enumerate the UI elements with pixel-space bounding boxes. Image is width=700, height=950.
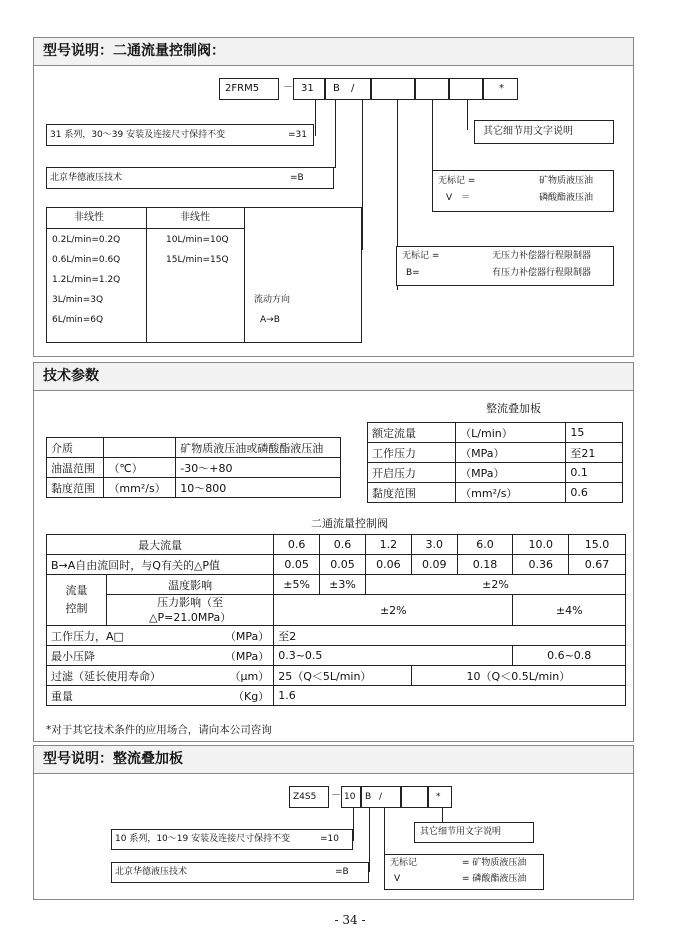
valve-params-table [46, 534, 626, 706]
table-row [368, 423, 623, 443]
temp-influence-label: 温度影响 [107, 575, 274, 595]
free-flow-value: 0.09 [411, 555, 457, 575]
series-31-desc: 31 系列，30～39 安装及连接尺寸保持不变 [50, 130, 226, 140]
brand-desc: 北京华德液压技术 [50, 173, 123, 183]
param-name: 工作压力 [368, 443, 456, 463]
media-phosphate-oil: = 磷酸酯液压油 [462, 874, 527, 884]
section-title-tech-params: 技术参数 [33, 362, 634, 391]
flow-option: 0.6L/min=0.6Q [52, 255, 121, 265]
media-mineral-oil: = 矿物质液压油 [462, 858, 527, 868]
code-dash: － [331, 790, 341, 801]
param-value: 10～800 [176, 478, 341, 498]
media-v-label: V ＝ [446, 193, 471, 203]
model-code-row [219, 78, 518, 100]
table-row [47, 595, 626, 626]
weight-label: 重量 [47, 686, 205, 706]
comp-without-compensator: 无压力补偿器行程限制器 [492, 251, 592, 261]
comp-nomark-label: 无标记 = [402, 251, 440, 261]
table-row [368, 463, 623, 483]
code-cell-base: 2FRM5 [225, 83, 260, 94]
flow-direction-value: A→B [260, 315, 280, 325]
comp-with-compensator: 有压力补偿器行程限制器 [492, 268, 592, 278]
param-name: 黏度范围 [47, 478, 104, 498]
param-unit: （MPa） [456, 443, 566, 463]
table-row [47, 535, 626, 555]
max-flow-value: 15.0 [569, 535, 626, 555]
rectifier-params-table [367, 422, 623, 503]
table-row [47, 666, 626, 686]
tech-note: *对于其它技术条件的应用场合，请向本公司咨询 [46, 724, 272, 736]
code-cell-star: * [436, 792, 441, 802]
media-nomark-label: 无标记 = [438, 176, 476, 186]
filter-value: 25（Q＜5L/min） [274, 666, 412, 686]
table-row [47, 478, 341, 498]
general-params-table [46, 437, 341, 498]
model-diagram-panel [33, 66, 634, 357]
code-cell-series: 31 [301, 83, 314, 94]
min-drop-value: 0.6~0.8 [513, 646, 626, 666]
pressure-influence-value: ±2% [274, 595, 513, 626]
code-cell-base: Z4S5 [293, 792, 317, 802]
param-value: 0.1 [566, 463, 623, 483]
filter-label: 过滤（延长使用寿命） [47, 666, 205, 686]
param-value: 0.6 [566, 483, 623, 503]
param-name: 开启压力 [368, 463, 456, 483]
table-row [368, 443, 623, 463]
table-row [47, 686, 626, 706]
max-flow-value: 1.2 [365, 535, 411, 555]
comp-b-label: B= [406, 268, 420, 278]
section-title-model-z4s5: 型号说明：整流叠加板 [33, 745, 634, 774]
brand-desc: 北京华德液压技术 [115, 867, 188, 877]
code-cell-series: 10 [344, 792, 356, 802]
media-v-label: V [394, 874, 401, 884]
table-row [368, 483, 623, 503]
param-value: 15 [566, 423, 623, 443]
code-cell-slash: / [379, 792, 383, 802]
flow-control-label: 流量 控制 [47, 575, 107, 626]
filter-unit: （μm） [205, 666, 274, 686]
param-unit: （mm²/s） [456, 483, 566, 503]
free-flow-value: 0.67 [569, 555, 626, 575]
param-name: 黏度范围 [368, 483, 456, 503]
work-pressure-value: 至2 [274, 626, 626, 646]
temp-influence-value: ±2% [365, 575, 625, 595]
max-flow-value: 10.0 [513, 535, 569, 555]
model-code-row [289, 786, 452, 808]
flow-option: 6L/min=6Q [52, 315, 104, 325]
free-flow-value: 0.36 [513, 555, 569, 575]
free-flow-label: B→A自由流回时，与Q有关的△P值 [47, 555, 274, 575]
other-details-text: 其它细节用文字说明 [483, 126, 573, 137]
max-flow-value: 0.6 [320, 535, 366, 555]
flow-option: 1.2L/min=1.2Q [52, 275, 121, 285]
brand-code: =B [335, 867, 349, 877]
param-unit [104, 438, 176, 458]
min-drop-unit: （MPa） [205, 646, 274, 666]
pressure-influence-value: ±4% [513, 595, 626, 626]
brand-code: =B [290, 173, 304, 183]
temp-influence-value: ±3% [320, 575, 366, 595]
param-unit: （L/min） [456, 423, 566, 443]
work-pressure-label: 工作压力，A□ [47, 626, 205, 646]
table-row [47, 555, 626, 575]
page-number: - 34 - [334, 913, 366, 927]
param-unit: （MPa） [456, 463, 566, 483]
free-flow-value: 0.05 [274, 555, 320, 575]
tech-params-panel [33, 391, 634, 742]
filter-value: 10（Q＜0.5L/min） [411, 666, 625, 686]
max-flow-value: 0.6 [274, 535, 320, 555]
min-drop-value: 0.3~0.5 [274, 646, 513, 666]
flow-option: 10L/min=10Q [166, 235, 229, 245]
flow-col2-header: 非线性 [180, 212, 210, 223]
table-row [47, 438, 341, 458]
flow-option: 0.2L/min=0.2Q [52, 235, 121, 245]
other-details-text: 其它细节用文字说明 [420, 827, 502, 837]
series-10-code: =10 [320, 834, 339, 844]
flow-option: 15L/min=15Q [166, 255, 229, 265]
rectifier-caption: 整流叠加板 [486, 402, 541, 415]
free-flow-value: 0.18 [457, 555, 513, 575]
table-row [47, 458, 341, 478]
param-value: 至21 [566, 443, 623, 463]
flow-col1-header: 非线性 [74, 212, 104, 223]
code-cell-b: B [333, 83, 340, 94]
flow-direction-label: 流动方向 [254, 295, 291, 305]
param-unit: （℃） [104, 458, 176, 478]
media-nomark-label: 无标记 [390, 858, 418, 868]
media-phosphate-oil: 磷酸酯液压油 [539, 193, 594, 203]
param-name: 介质 [47, 438, 104, 458]
flow-option: 3L/min=3Q [52, 295, 104, 305]
param-name: 额定流量 [368, 423, 456, 443]
param-value: 矿物质液压油或磷酸酯液压油 [176, 438, 341, 458]
table-row [47, 646, 626, 666]
code-cell-b: B [365, 792, 372, 802]
code-cell-star: * [499, 83, 504, 94]
pressure-influence-label: 压力影响（至 △P=21.0MPa） [107, 595, 274, 626]
table-row [47, 626, 626, 646]
max-flow-label: 最大流量 [47, 535, 274, 555]
weight-unit: （Kg） [205, 686, 274, 706]
media-mineral-oil: 矿物质液压油 [539, 176, 594, 186]
valve-caption: 二通流量控制阀 [311, 517, 388, 530]
rectifier-model-panel [33, 774, 634, 900]
param-value: -30～+80 [176, 458, 341, 478]
param-unit: （mm²/s） [104, 478, 176, 498]
temp-influence-value: ±5% [274, 575, 320, 595]
min-drop-label: 最小压降 [47, 646, 205, 666]
code-dash: － [283, 82, 293, 93]
table-row [47, 575, 626, 595]
series-10-desc: 10 系列，10～19 安装及连接尺寸保持不变 [115, 834, 291, 844]
section-title-model-2frm5: 型号说明：二通流量控制阀： [33, 37, 634, 66]
max-flow-value: 6.0 [457, 535, 513, 555]
max-flow-value: 3.0 [411, 535, 457, 555]
param-name: 油温范围 [47, 458, 104, 478]
free-flow-value: 0.06 [365, 555, 411, 575]
series-31-code: =31 [288, 130, 307, 140]
code-cell-slash: / [351, 83, 355, 94]
work-pressure-unit: （MPa） [205, 626, 274, 646]
free-flow-value: 0.05 [320, 555, 366, 575]
weight-value: 1.6 [274, 686, 626, 706]
